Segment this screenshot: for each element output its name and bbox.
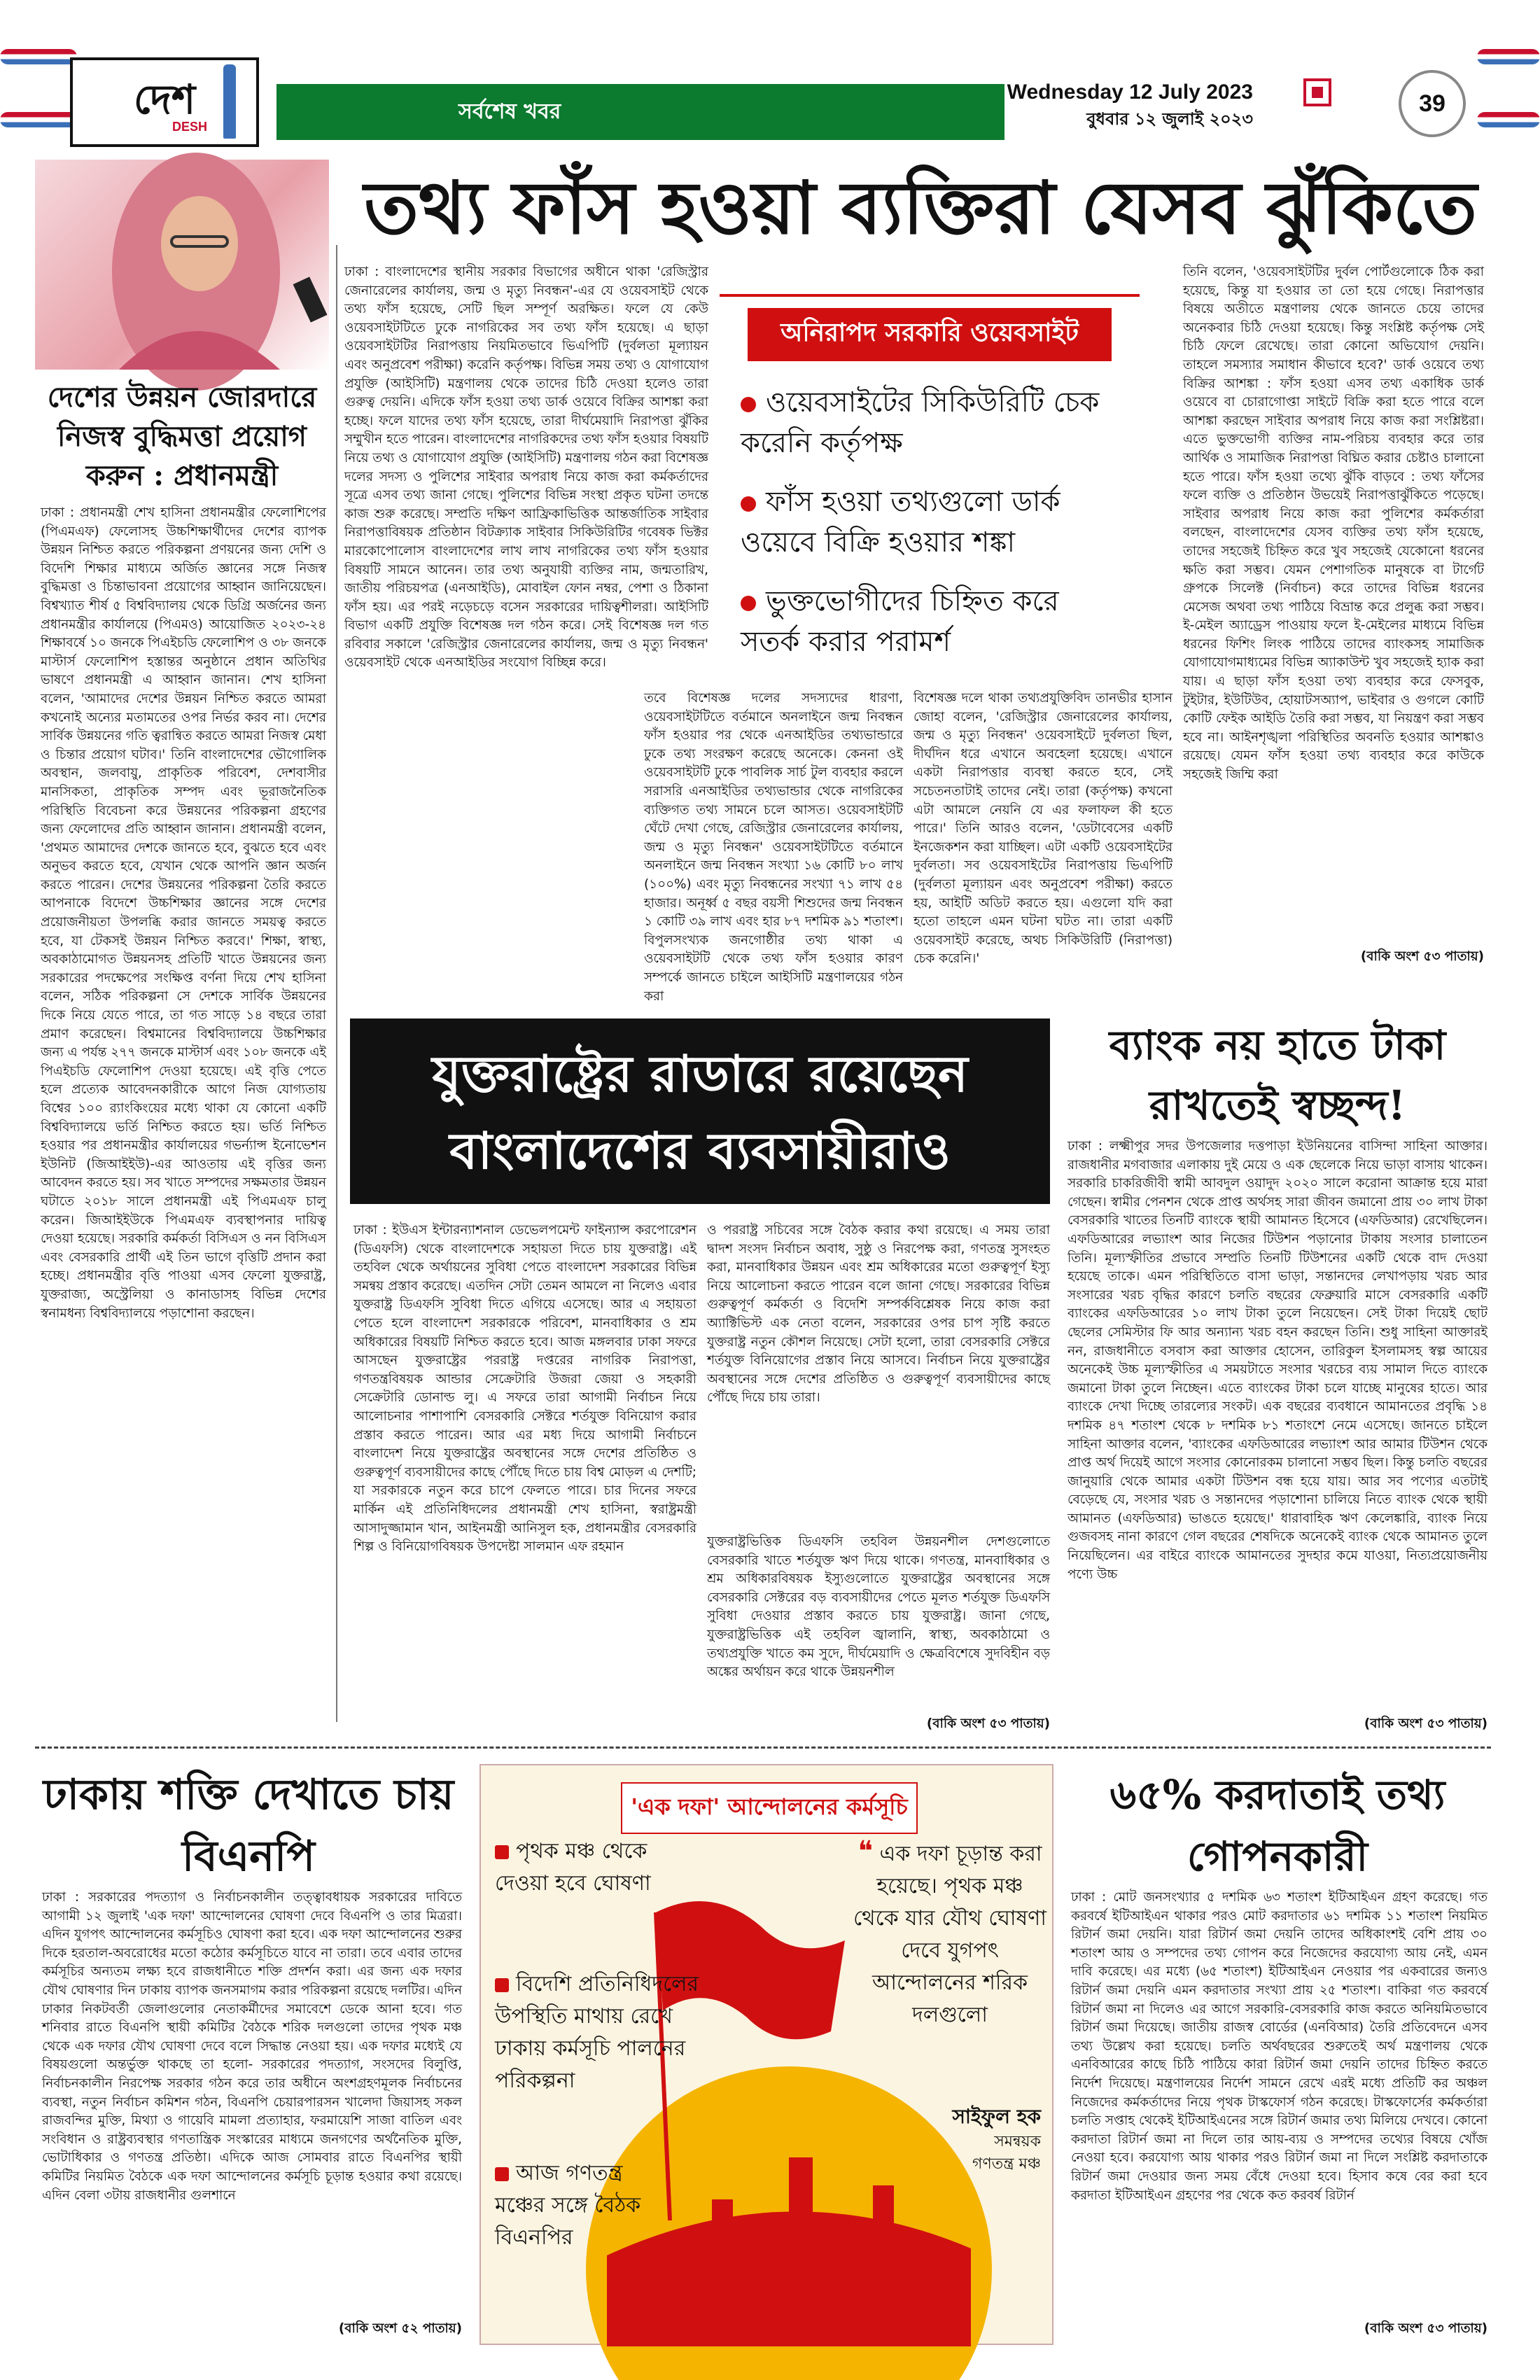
bullet-icon [741,397,756,412]
tax-body: ঢাকা : মোট জনসংখ্যার ৫ দশমিক ৬৩ শতাংশ ইটিআইএন গ্রহণ করেছে। গত করবর্ষে ইটিআইএন থাকার পরও মোট করদাতার ৬১ দশমিক ১১ শতাংশ নিয়মিত রিটার্ন জমা দেয়নি। যারা রিটার্ন জমা দেয়নি তাদের অধিকাংশই বেশি প্রায় ৩০ শতাংশ আয় ও সম্পদের তথ্য গোপন করে নিজেদের করযোগ্য আয় নেই, এমন দাবি করেছে। এর মধ্যে (৬৫ শতাংশ) ইটিআইএন নেওয়ার পর একবারের জন্যও রিটার্ন জমা দেয়নি এমন করদাতার সংখ্যা প্রায় ২৫ শতাংশ। বাকিরা গত করবর্ষে রিটার্ন জমা না দিলেও এর আগে সরকারি-বেসরকারি কাজ করতে অনিয়মিতভাবে রিটার্ন জমা দিয়েছে। জাতীয় রাজস্ব বোর্ডের (এনবিআর) তৈরি প্রতিবেদনে এসব তথ্য উল্লেখ করা হয়েছে। চলতি অর্থবছরের শুরুতেই অর্থ মন্ত্রণালয় থেকে এনবিআরের কাছে চিঠি পাঠিয়ে কারা রিটার্ন জমা দেয়নি তাদের চিহ্নিত করতে নির্দেশ দিয়েছে। মন্ত্রণালয়ের নির্দেশ সামনে রেখে এরই মধ্যে প্রতিটি কর অঞ্চল নিজেদের কর্মকর্তাদের নিয়ে পৃথক টাস্কফোর্স গঠন করেছে। টাস্কফোর্সের কর্মকর্তারা চলতি সপ্তাহ থেকেই ইটিআইএনের সঙ্গে রিটার্ন জমার তথ্য মিলিয়ে দেখবে। কোনো করদাতা রিটার্ন জমা না দিলে তার আয়-ব্যয় ও সম্পদের তথ্যের বিষয়ে খোঁজ নেওয়া হবে। করযোগ্য আয় থাকার পরও রিটার্ন জমা না দিলে সংশ্লিষ্ট করদাতাকে রিটার্ন জমা দেওয়ার জন্য সময় বেঁধে দেওয়া হবে। হিসাব কষে বের করা হবে করদাতা ইটিআইএন গ্রহণের পর থেকে কত করবর্ষ রিটার্ন [1071,1890,1488,2203]
bullet-icon [741,596,756,611]
date-bangla: বুধবার ১২ জুলাই ২০২৩ [1086,109,1253,129]
usa-headline: যুক্তরাষ্ট্রের রাডারে রয়েছেন বাংলাদেশের ব্যবসায়ীরাও [432,1044,968,1180]
pm-portrait-illustration [35,160,329,370]
bnp-continue: (বাকি অংশ ৫২ পাতায়) [294,2318,462,2340]
masthead-ribbon-right-2 [1477,112,1540,127]
tax-headline: ৬৫% করদাতাই তথ্য গোপনকারী [1110,1771,1446,1880]
usa-continue: (বাকি অংশ ৫৩ পাতায়) [875,1714,1050,1735]
lead-col-3: বিশেষজ্ঞ দলে থাকা তথ্যপ্রযুক্তিবিদ তানভীর হাসান জোহা বলেন, 'রেজিস্ট্রার জেনারেলের কার্যালয়, জন্ম ও মৃত্যু নিবন্ধন' ওয়েবসাইটে দুর্বলতা ছিল, দীর্ঘদিন ধরে এখানে অবহেলা হয়েছে। এখানে একটা নিরাপত্তার ব্যবস্থা করতে হবে, সেই সচেতনতাটাই তাদের নেই। তারা (কর্তৃপক্ষ) কখনো এটা আমলে নেয়নি যে এর ফলাফল কী হতে পারে।' তিনি আরও বলেন, 'ডেটাবেসের একটি ইনজেকশন করা যাচ্ছিল। এটা একটি ওয়েবসাইটের দুর্বলতা। সব ওয়েবসাইটের নিরাপত্তায় ভিএপিটি (দুর্বলতা মূল্যায়ন এবং অনুপ্রবেশ পরীক্ষা) করতে হয়, আইটি অডিট করতে হয়। এগুলো যদি করা হতো তাহলে এমন ঘটনা ঘটত না। তারা একটি ওয়েবসাইট করেছে, অথচ সিকিউরিটি (নিরাপত্তা) চেক করেনি।' [913,691,1172,967]
factbox-item [741,581,1126,662]
program-box [479,1764,1054,2345]
masthead-ribbon-left-2 [0,112,77,127]
bullet-icon [495,2167,509,2181]
quote-icon: ❝ [858,1835,873,1868]
page-number: 39 [1399,70,1466,137]
usa-col-1: ঢাকা : ইউএস ইন্টারন্যাশনাল ডেভেলপমেন্ট ফাইন্যান্স করপোরেশন (ডিএফসি) থেকে বাংলাদেশকে সহায়তা দিতে চায় যুক্তরাষ্ট্র। এই তহবিল থেকে অর্থায়নের সুবিধা পেতে বাংলাদেশ সরকারের বিভিন্ন সমন্বয় প্রস্তাব করেছে। এতদিন সেটা তেমন আমলে না নিলেও এবার যুক্তরাষ্ট্র ডিএফসি সুবিধা দিতে এগিয়ে এসেছে। আর এ সহায়তা পেতে হলে বাংলাদেশ সরকারকে পরিবেশ, মানবাধিকার ও শ্রম অধিকারের বিষয়টি নিশ্চিত করতে হবে। আজ মঙ্গলবার ঢাকা সফরে আসছেন যুক্তরাষ্ট্রের পররাষ্ট্র দপ্তরের নাগরিক নিরাপত্তা, গণতন্ত্রবিষয়ক আন্ডার সেক্রেটারি উজরা জেয়া ও সহকারী সেক্রেটারি ডোনাল্ড লু। এ সফরে তারা আগামী নির্বাচন নিয়ে আলোচনার পাশাপাশি বেসরকারি সেক্টরে শর্তযুক্ত বিনিয়োগ করার প্রস্তাব করতে পারেন। আর এর মধ্য দিয়ে আগামী নির্বাচনে বাংলাদেশ নিয়ে যুক্তরাষ্ট্রের অবস্থানের সঙ্গে দেশের প্রতিষ্ঠিত ও গুরুত্বপূর্ণ ব্যবসায়ীদের কাছে পৌঁছে দিতে চায় বিশ্ব মোড়ল এ দেশটি; যা সরকারকে নতুন করে চাপে ফেলতে পারে। চার দিনের সফরে মার্কিন এই প্রতিনিধিদলের প্রধানমন্ত্রী শেখ হাসিনা, স্বরাষ্ট্রমন্ত্রী আসাদুজ্জামান খান, আইনমন্ত্রী আনিসুল হক, প্রধানমন্ত্রীর বেসরকারি শিল্প ও বিনিয়োগবিষয়ক উপদেষ্টা সালমান এফ রহমান [354,1223,696,1555]
section-band [276,84,1004,140]
program-item [495,2157,649,2254]
program-item-text: পৃথক মঞ্চ থেকে দেওয়া হবে ঘোষণা [495,1839,651,1896]
factbox-item [741,382,1126,463]
pm-photo [35,160,329,370]
flag-icon [1303,78,1331,106]
desh-logo [70,57,259,147]
bank-continue: (বাকি অংশ ৫৩ পাতায়) [1309,1714,1488,1735]
program-quote [852,1835,1048,2031]
bnp-body: ঢাকা : সরকারের পদত্যাগ ও নির্বাচনকালীন তত্ত্বাবধায়ক সরকারের দাবিতে আগামী ১২ জুলাই 'এক দফা' আন্দোলনের ঘোষণা দেবে বিএনপি ও তার মিত্ররা। এদিন যুগপৎ আন্দোলনের কর্মসূচিও ঘোষণা করা হবে। এক দফা আন্দোলনের শুরুর দিকে হরতাল-অবরোধের মতো কঠোর কর্মসূচিতে যাবে না তারা। তবে এবার তাদের কর্মসূচির অন্যতম লক্ষ্য হবে রাজধানীতে শক্তি প্রদর্শন করা। এর জন্য এক দফার যৌথ ঘোষণার দিন ঢাকায় ব্যাপক জনসমাগম করার পরিকল্পনা রয়েছে দলটির। এদিন ঢাকার নিকটবর্তী জেলাগুলোর নেতাকর্মীদের সমাবেশে ডেকে আনা হবে। গত শনিবার রাতে বিএনপি স্থায়ী কমিটির বৈঠকে শরিক দলগুলো তাদের পৃথক মঞ্চ থেকে এক দফার যৌথ ঘোষণা দেবে বলে সিদ্ধান্ত নেওয়া হয়। এক দফার মধ্যেই যে বিষয়গুলো অন্তর্ভুক্ত থাকছে তা হলো- সরকারের পদত্যাগ, সংসদের বিলুপ্তি, নির্বাচনকালীন নিরপেক্ষ সরকার গঠন করে তার অধীনে অংশগ্রহণমূলক নির্বাচনের ব্যবস্থা, নতুন নির্বাচন কমিশন গঠন, বিএনপি চেয়ারপারসন খালেদা জিয়াসহ সকল রাজবন্দির মুক্তি, মিথ্যা ও গায়েবি মামলা প্রত্যাহার, ফরমায়েশি সাজা বাতিল এবং সংবিধান ও রাষ্ট্রব্যবস্থার গণতান্ত্রিক সংস্কারের মাধ্যমে জনগণের অর্থনৈতিক মুক্তি, ভোটাধিকার ও গণতন্ত্র প্রতিষ্ঠা। এদিকে আজ সোমবার রাতে বিএনপির স্থায়ী কমিটির নিয়মিত বৈঠকে এক দফা আন্দোলনের কর্মসূচি চূড়ান্ত হওয়ার কথা রয়েছে। এদিন বেলা ৩টায় রাজধানীর গুলশানে [42,1890,462,2203]
lead-col-4: তিনি বলেন, 'ওয়েবসাইটটির দুর্বল পোর্টগুলোকে ঠিক করা হয়েছে, কিন্তু যা হওয়ার তা তো হয়ে গেছে। নিরাপত্তার বিষয়ে অতীতে মন্ত্রণালয় থেকে জানতে চেয়ে তাদের অনেকবার চিঠি দেওয়া হয়েছে। কিন্তু সংশ্লিষ্ট কর্তৃপক্ষ সেই চিঠি ফেলে রেখেছে। তারা কোনো অভিযোগ দেয়নি। তাহলে সমস্যার সমাধান কীভাবে হবে?' ডার্ক ওয়েবে তথ্য বিক্রির আশঙ্কা : ফাঁস হওয়া এসব তথ্য একাধিক ডার্ক ওয়েবে বা চোরাগোপ্তা সাইটে বিক্রি করা হতে পারে বলে আশঙ্কা করছেন সাইবার অপরাধ নিয়ে কাজ করা সংশ্লিষ্টরা। এতে ভুক্তভোগী ব্যক্তির নাম-পরিচয় ব্যবহার করে তার আর্থিক ও সামাজিক নিরাপত্তা বিঘ্নিত করার চেষ্টাও চালানো হতে পারে। ফাঁস হওয়া তথ্যে ঝুঁকি বাড়বে : তথ্য ফাঁসের ফলে ব্যক্তি ও প্রতিষ্ঠান উভয়েই নিরাপত্তাঝুঁকিতে পড়েছে। সাইবার অপরাধ নিয়ে কাজ করা পুলিশের কর্মকর্তারা বলছেন, বাংলাদেশের যেসব ব্যক্তির তথ্য ফাঁস হয়েছে, তাদের সহজেই চিহ্নিত করে খুব সহজেই যেকোনো ধরনের ক্ষতি করা সম্ভব। যেমন পেশাগতিক মানুষকে বা টার্গেট গ্রুপকে সিলেক্ট (নির্বাচন) করে তাদের বিভিন্ন ধরনের মেসেজ অথবা তথ্য পাঠিয়ে বিভ্রান্ত করে প্রলুব্ধ করা সম্ভব। ই-মেইল অ্যাড্রেস পাওয়ায় ফলে ই-মেইলের মাধ্যমে বিভিন্ন ধরনের ফিশিং লিংক পাঠিয়ে তাদের ব্যাংকসহ সামাজিক যোগাযোগমাধ্যমের বিভিন্ন অ্যাকাউন্ট খুব সহজেই হ্যাক করা যায়। এ ছাড়া ফাঁস হওয়া তথ্য ব্যবহার করে ফেসবুক, টুইটার, ইউটিউব, হোয়াটসঅ্যাপ, ভাইবার ও গুগলে কোটি কোটি ফেইক আইডি তৈরি করা সম্ভব, যা নিয়ন্ত্রণ করা সম্ভব হবে না। আইনশৃঙ্খলা পরিস্থিতির অবনতি হওয়ার আশঙ্কাও রয়েছে। যেমন ফাঁস হওয়া তথ্য ব্যবহার করে কাউকে সহজেই জিম্মি করা [1183,265,1484,783]
masthead-ribbon-right [1477,49,1540,64]
bullet-icon [741,496,756,512]
lead-col-2: তবে বিশেষজ্ঞ দলের সদস্যদের ধারণা, ওয়েবসাইটটিতে বর্তমানে অনলাইনে জন্ম নিবন্ধন ফাঁস হওয়ার পর থেকে এনআইডির তথ্যভান্ডারে ঢুকে তথ্য সংরক্ষণ করেছে অনেকে। কেননা ওই ওয়েবসাইটটি ঢুকে পাবলিক সার্চ টুল ব্যবহার করলে সরাসরি এনআইডির তথ্যভান্ডার থেকে নাগরিকের ব্যক্তিগত তথ্য সামনে চলে আসত। ওয়েবসাইটটি ঘেঁটে দেখা গেছে, রেজিস্ট্রার জেনারেলের কার্যালয়, জন্ম ও মৃত্যু নিবন্ধন' ওয়েবসাইটটিতে বর্তমানে অনলাইনে জন্ম নিবন্ধন সংখ্যা ১৬ কোটি ৮০ লাখ (১০০%) এবং মৃত্যু নিবন্ধনের সংখ্যা ৭১ লাখ ৫৪ হাজার। অনূর্ধ্ব ৫ বছর বয়সী শিশুদের জন্ম নিবন্ধন ১ কোটি ৩৯ লাখ এবং হার ৮৭ দশমিক ৯১ শতাংশ। বিপুলসংখ্যক জনগোষ্ঠীর তথ্য থাকা এ ওয়েবসাইটটি থেকে তথ্য ফাঁস হওয়ার কারণ সম্পর্কে জানতে চাইলে আইসিটি মন্ত্রণালয়ের গঠন করা [644,691,903,1004]
tax-continue: (বাকি অংশ ৫৩ পাতায়) [1316,2318,1488,2340]
lead-factbox [720,294,1140,690]
factbox-title: অনিরাপদ সরকারি ওয়েবসাইট [748,308,1112,361]
bullet-icon [495,1978,509,1992]
statue-icon [223,64,236,139]
bank-body: ঢাকা : লক্ষ্মীপুর সদর উপজেলার দত্তপাড়া ইউনিয়নের বাসিন্দা সাহিনা আক্তার। রাজধানীর মগবাজার এলাকায় দুই মেয়ে ও এক ছেলেকে নিয়ে ভাড়া বাসায় থাকেন। সরকারি চাকরিজীবী স্বামী আবদুল ওয়াদুদ ২০২০ সালে করোনা আক্রান্ত হয়ে মারা গেছেন। স্বামীর পেনশন থেকে প্রাপ্ত অর্থসহ সারা জীবন জমানো প্রায় ৩০ লাখ টাকা বেসরকারি খাতের তিনটি ব্যাংকে স্থায়ী আমানত হিসেবে (এফডিআর) রেখেছিলেন। এফডিআরের লভ্যাংশ আর নিজের টিউশন পড়ানোর টাকায় সংসার চালাতেন তিনি। মূল্যস্ফীতির প্রভাবে সম্প্রতি তিনটি টিউশনের একটি থেকে বাদ দেওয়া হয়েছে তাকে। এমন পরিস্থিতিতে বাসা ভাড়া, সন্তানদের লেখাপড়ায় খরচ আর সংসারের খরচ বৃদ্ধির কারণে চলতি বছরের ফেব্রুয়ারি মাসে বেসরকারি একটি ব্যাংকের এফডিআরের ১০ লাখ টাকা তুলে নিয়েছেন। সেই টাকা দিয়েই ছোট ছেলের সেমিস্টার ফি আর অন্যান্য খরচ বহন করছেন তিনি। শুধু সাহিনা আক্তারই নন, রাজধানীতে বসবাস করা আক্তার হোসেন, তারিকুল ইসলামসহ স্বল্প আয়ের অনেকেই উচ্চ মূল্যস্ফীতির এ সময়টাতে সংসার খরচের ব্যয় সামাল দিতে ব্যাংকে জমানো টাকা তুলে নিচ্ছেন। এতে ব্যাংকের টাকা চলে যাচ্ছে মানুষের হাতে। আর ব্যাংকে দেখা দিচ্ছে তারল্যের সংকট। এক বছরের ব্যবধানে আমানতের প্রবৃদ্ধি ১৪ দশমিক ৪৭ শতাংশ থেকে ৮ দশমিক ৮১ শতাংশে নেমে এসেছে। জানতে চাইলে সাহিনা আক্তার বলেন, 'ব্যাংকের এফডিআরের লভ্যাংশ আর আমার টিউশন থেকে প্রাপ্ত অর্থ দিয়েই আগে সংসার কোনোরকম চালানো সম্ভব ছিল। কিন্তু চলতি বছরের জানুয়ারি থেকে আমার একটা টিউশন বন্ধ হয়ে যায়। আর সব পণ্যের এতটাই বেড়েছে যে, সংসার খরচ ও সন্তানদের পড়াশোনা চালিয়ে নিতে ব্যাংক থেকে স্থায়ী আমানত (এফডিআর) ভাঙতে হয়েছে।' ধারাবাহিক ঋণ কেলেঙ্কারি, ব্যাংক নিয়ে গুজবসহ নানা কারণে গেল বছরের শেষদিকে অনেকেই ব্যাংক থেকে আমানত তুলে নিয়েছিলেন। এর বাইরে ব্যাংকে আমানতের সুদহার কমে যাওয়া, নিত্যপ্রয়োজনীয় পণ্যে উচ্চ [1068,1139,1488,1582]
lead-col-1: ঢাকা : বাংলাদেশের স্থানীয় সরকার বিভাগের অধীনে থাকা 'রেজিস্ট্রার জেনারেলের কার্যালয়, জন্ম ও মৃত্যু নিবন্ধন'-এর যে ওয়েবসাইট থেকে তথ্য ফাঁস হয়েছে, সেটি ছিল সম্পূর্ণ অরক্ষিত। ফলে যে কেউ ওয়েবসাইটটিতে ঢুকে নাগরিকের সব তথ্য ফাঁস হয়েছে। এ ছাড়া ওয়েবসাইটটির নিরাপত্তায় নিয়মিতভাবে ভিএপিটি (দুর্বলতা মূল্যায়ন এবং অনুপ্রবেশ পরীক্ষা) করেনি কর্তৃপক্ষ। বিভিন্ন সময় তথ্য ও যোগাযোগ প্রযুক্তি (আইসিটি) মন্ত্রণালয় থেকে তাদের চিঠি দেওয়া হলেও তারা গুরুত্ব দেয়নি। এদিকে ফাঁস হওয়া তথ্য ডার্ক ওয়েবে বিক্রির আশঙ্কা করা হচ্ছে। ফলে যাদের তথ্য ফাঁস হয়েছে, তারা দীর্ঘমেয়াদি নিরাপত্তা ঝুঁকির সম্মুখীন হতে পারেন। বাংলাদেশের নাগরিকদের তথ্য ফাঁস হওয়ার বিষয়টি নিয়ে তথ্য ও যোগাযোগ প্রযুক্তি (আইসিটি) মন্ত্রণালয় গঠন করা বিশেষজ্ঞ দলের সদস্য ও পুলিশের সাইবার অপরাধ নিয়ে কাজ করা কর্মকর্তাদের সূত্রে এসব তথ্য জানা গেছে। পুলিশের বিভিন্ন সংস্থা প্রকৃত ঘটনা তদন্তে কাজ শুরু করেছে। সম্প্রতি দক্ষিণ আফ্রিকাভিত্তিক আন্তর্জাতিক সাইবার নিরাপত্তাবিষয়ক প্রতিষ্ঠান বিটক্র্যাক সাইবার সিকিউরিটির গবেষক ভিক্টর মারকোপোলোস বাংলাদেশের লাখ লাখ নাগরিকের তথ্য ফাঁস হওয়ার বিষয়টি সামনে আনেন। তার তথ্য অনুযায়ী ব্যক্তির নাম, জন্মতারিখ, জাতীয় পরিচয়পত্র (এনআইডি), মোবাইল ফোন নম্বর, পেশা ও ঠিকানা ফাঁস হয়। এর পরই নড়েচড়ে বসেন সরকারের দায়িত্বশীলরা। আইসিটি বিভাগ একটি প্রযুক্তি বিশেষজ্ঞ দল গঠন করে। সেই বিশেষজ্ঞ দল গত রবিবার সকালে 'রেজিস্ট্রার জেনারেলের কার্যালয়, জন্ম ও মৃত্যু নিবন্ধন' ওয়েবসাইট থেকে এনআইডির সংযোগ বিচ্ছিন্ন করে। [344,265,708,671]
factbox-item [741,482,1126,563]
pm-body: ঢাকা : প্রধানমন্ত্রী শেখ হাসিনা প্রধানমন্ত্রীর ফেলোশিপের (পিএমএফ) ফেলোসহ উচ্চশিক্ষার্থীদের দেশের ব্যাপক উন্নয়ন নিশ্চিত করতে পরিকল্পনা প্রণয়নের জন্য দেশি ও বিদেশি শিক্ষার মাধ্যমে অর্জিত জ্ঞানের সঙ্গে নিজস্ব বুদ্ধিমত্তা ও চিন্তাভাবনা প্রয়োগের আহ্বান জানিয়েছেন। বিশ্বখ্যাত শীর্ষ ৫ বিশ্ববিদ্যালয় থেকে ডিগ্রি অর্জনের জন্য প্রধানমন্ত্রীর কার্যালয়ে (পিএমও) আয়োজিত ২০২৩-২৪ শিক্ষাবর্ষে ১০ জনকে পিএইচডি ফেলোশিপ ও ৩৮ জনকে মাস্টার্স ফেলোশিপ হস্তান্তর অনুষ্ঠানে প্রধান অতিথির ভাষণে প্রধানমন্ত্রী এ আহ্বান জানান। শেখ হাসিনা বলেন, 'আমাদের দেশের উন্নয়ন নিশ্চিত করতে আমরা কখনোই অন্যের মতামতের ওপর নির্ভর করব না। দেশের সার্বিক উন্নয়নের গতি ত্বরান্বিত করতে আমরা নিজস্ব মেধা ও চিন্তার প্রয়োগ ঘটাব।' তিনি বাংলাদেশের ভৌগোলিক অবস্থান, জলবায়ু, প্রাকৃতিক পরিবেশ, দেশবাসীর মানসিকতা, প্রাকৃতিক সম্পদ এবং ভূরাজনৈতিক পরিস্থিতি বিবেচনা করে উন্নয়নের পরিকল্পনা গ্রহণের জন্য ফেলোদের প্রতি আহ্বান জানান। প্রধানমন্ত্রী বলেন, 'প্রথমত আমাদের দেশকে জানতে হবে, বুঝতে হবে এবং অনুভব করতে হবে, যেখান থেকে আপনি জ্ঞান অর্জন করতে পারেন। দেশের উন্নয়নের পরিকল্পনা তৈরি করতে আপনাকে বিদেশে উচ্চশিক্ষার জ্ঞানের সঙ্গে দেশের প্রয়োজনীয়তা উপলব্ধি করার জানতে সময়ত্ব করতে হবে, যা টেকসই উন্নয়ন নিশ্চিত করবে।' শিক্ষা, স্বাস্থ্য, অবকাঠামোগত উন্নয়নসহ প্রতিটি খাতে উন্নয়নের জন্য সরকারের পদক্ষেপের সংক্ষিপ্ত বর্ণনা দিয়ে শেখ হাসিনা বলেন, সঠিক পরিকল্পনা সে দেশকে সার্বিক উন্নয়নের দিকে নিয়ে যেতে পারে, তা গত সাড়ে ১৪ বছরে তারা প্রমাণ করেছেন। বিশ্বমানের বিশ্ববিদ্যালয়ে উচ্চশিক্ষার জন্য এ পর্যন্ত ২৭৭ জনকে মাস্টার্স এবং ১০৮ জনকে এই পিএইচডি ফেলোশিপ দেওয়া হয়েছে। এই বৃত্তি পেতে হলে প্রত্যেক আবেদনকারীকে আগে নিজ যোগ্যতায় বিশ্বের ১০০ র‍্যাংকিংয়ের মধ্যে থাকা যে কোনো একটি বিশ্ববিদ্যালয়ে ভর্তি নিশ্চিত করতে হয়। ভর্তি নিশ্চিত হওয়ার পর প্রধানমন্ত্রীর কার্যালয়ের গভর্ন্যান্স ইনোভেশন ইউনিট (জিআইইউ)-এর আওতায় এই বৃত্তির জন্য আবেদন করতে হয়। সব খাতে সম্পদের সক্ষমতার উন্নয়ন ঘটাতে ২০১৮ সালে প্রধানমন্ত্রী এই পিএমএফ চালু করেন। জিআইইউকে পিএমএফ ব্যবস্থাপনার দায়িত্ব দেওয়া হয়েছে। সরকারি কর্মকর্তা বিসিএস ও নন বিসিএস এবং বেসরকারি প্রার্থী এই তিন ভাগে বৃত্তিটি প্রদান করা হচ্ছে। প্রধানমন্ত্রীর বৃত্তি পাওয়া এসব ফেলো যুক্তরাষ্ট্র, যুক্তরাজ্য, অস্ট্রেলিয়া ও কানাডাসহ বিভিন্ন দেশের স্বনামধন্য বিশ্ববিদ্যালয়ে পড়াশোনা করছেন। [41,505,326,1321]
pm-headline: দেশের উন্নয়ন জোরদারে নিজস্ব বুদ্ধিমত্তা প্রয়োগ করুন : প্রধানমন্ত্রী [47,381,317,492]
logo-text-bn: দেশ [133,75,196,123]
quote-author-org: গণতন্ত্র মঞ্চ [972,2155,1041,2173]
bank-headline: ব্যাংক নয় হাতে টাকা রাখতেই স্বচ্ছন্দ! [1109,1021,1446,1129]
date-english: Wednesday 12 July 2023 [1007,80,1253,104]
program-item-text: বিদেশি প্রতিনিধিদলের উপস্থিতি মাথায় রেখে ঢাকায় কর্মসূচি পালনের পরিকল্পনা [495,1972,699,2093]
section-label: সর্বশেষ খবর [458,99,561,124]
quote-author-role: সমন্বয়ক [994,2133,1041,2150]
usa-headline-box [350,1018,1050,1204]
usa-col-2b: যুক্তরাষ্ট্রভিত্তিক ডিএফসি তহবিল উন্নয়নশীল দেশগুলোতে বেসরকারি খাতে শর্তযুক্ত ঋণ দিয়ে থাকে। গণতন্ত্র, মানবাধিকার ও শ্রম অধিকারবিষয়ক ইস্যুগুলোতে যুক্তরাষ্ট্রের অবস্থানের সঙ্গে বেসরকারি সেক্টরের বড় ব্যবসায়ীদের পেতে মূলত শর্তযুক্ত ডিএফসি সুবিধা দেওয়ার প্রস্তাব করতে চায় যুক্তরাষ্ট্র। জানা গেছে, যুক্তরাষ্ট্রভিত্তিক এই তহবিল জ্বালানি, স্বাস্থ্য, অবকাঠামো ও তথ্যপ্রযুক্তি খাতে কম সুদে, দীর্ঘমেয়াদি ও ক্ষেত্রবিশেষে সুদবিহীন বড় অঙ্কের অর্থায়ন করে থাকে উন্নয়নশীল [707,1534,1050,1680]
lead-headline: তথ্য ফাঁস হওয়া ব্যক্তিরা যেসব ঝুঁকিতে [364,164,1477,251]
factbox-item-text: ভুক্তভোগীদের চিহ্নিত করে সতর্ক করার পরামর্শ [741,585,1059,658]
quote-author: সাইফুল হক [952,2105,1041,2128]
masthead-ribbon-left [0,49,77,64]
program-item [495,1835,684,1900]
factbox-item-text: ওয়েবসাইটের সিকিউরিটি চেক করেনি কর্তৃপক্ষ [741,386,1100,459]
section-divider [35,1746,1491,1749]
column-rule [336,245,337,1722]
bullet-icon [495,1845,509,1859]
program-title: 'এক দফা' আন্দোলনের কর্মসূচি [621,1782,918,1834]
lead-continue: (বাকি অংশ ৫৩ পাতায়) [1316,946,1484,968]
program-quote-text: এক দফা চূড়ান্ত করা হয়েছে। পৃথক মঞ্চ থেকে যার যৌথ ঘোষণা দেবে যুগপৎ আন্দোলনের শরিক দলগুলো [853,1842,1046,2027]
logo-text-en: DESH [172,120,207,134]
factbox-item-text: ফাঁস হওয়া তথ্যগুলো ডার্ক ওয়েবে বিক্রি হওয়ার শঙ্কা [741,486,1060,559]
bnp-headline: ঢাকায় শক্তি দেখাতে চায় বিএনপি [43,1770,454,1881]
program-item [495,1968,705,2097]
program-item-text: আজ গণতন্ত্র মঞ্চের সঙ্গে বৈঠক বিএনপির [495,2161,641,2250]
usa-col-2a: ও পররাষ্ট্র সচিবের সঙ্গে বৈঠক করার কথা রয়েছে। এ সময় তারা দ্বাদশ সংসদ নির্বাচন অবাধ, সুষ্ঠু ও নিরপেক্ষ করা, গণতন্ত্র সুসংহত করা, মানবাধিকার উন্নয়ন এবং শ্রম অধিকারের মতো গুরুত্বপূর্ণ ইস্যু নিয়ে আলোচনা করতে পারেন বলে জানা গেছে। সরকারের বিভিন্ন গুরুত্বপূর্ণ কর্মকর্তা ও বিদেশি সম্পর্কবিশ্লেষক নিয়ে কাজ করা অ্যাক্টিভিস্ট এক নেতা বলেন, সরকারের ওপর চাপ সৃষ্টি করতে যুক্তরাষ্ট্র নতুন কৌশল নিয়েছে। সেটা হলো, তারা বেসরকারি সেক্টরে শর্তযুক্ত বিনিয়োগের প্রস্তাব নিয়ে আসবে। নির্বাচন নিয়ে যুক্তরাষ্ট্রের অবস্থানের সঙ্গে দেশের প্রতিষ্ঠিত ও গুরুত্বপূর্ণ ব্যবসায়ীদের কাছে পৌঁছে দিয়ে চায় তারা। [707,1223,1050,1406]
